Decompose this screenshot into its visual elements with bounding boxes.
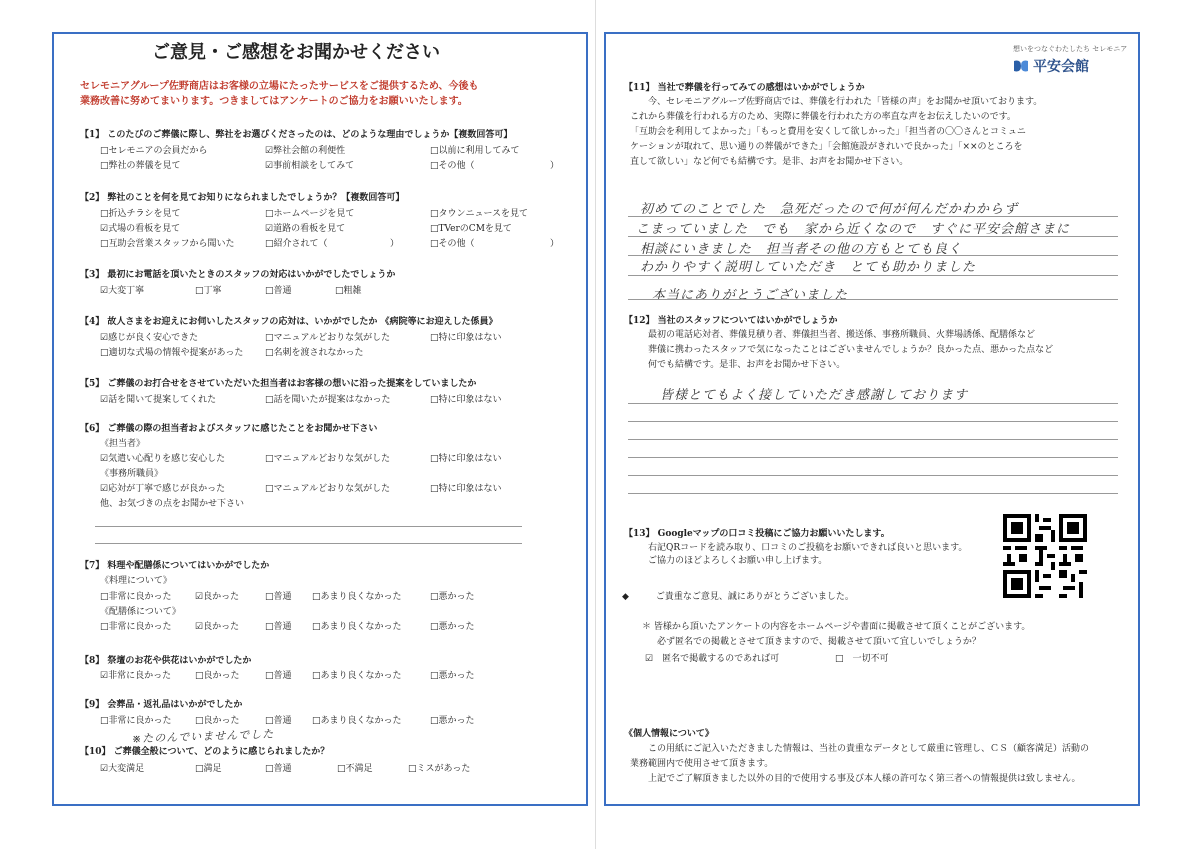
answer-line[interactable] xyxy=(628,255,1118,256)
question-11: 【11】 当社で葬儀を行ってみての感想はいかがでしょうか xyxy=(624,83,865,93)
privacy-title: 《個人情報について》 xyxy=(624,729,714,739)
checkbox-option[interactable]: ☑非常に良かった xyxy=(100,671,172,681)
question-1: 【1】 このたびのご葬儀に際し、弊社をお選びくださったのは、どのような理由でしょうか【複数回答可】 xyxy=(80,130,513,140)
checkbox-option[interactable]: □不満足 xyxy=(337,764,373,774)
checkbox-option[interactable]: □悪かった xyxy=(430,671,475,681)
checkbox-option[interactable]: □特に印象はない xyxy=(430,454,502,464)
checkbox-option[interactable]: □ホームページを見て xyxy=(265,209,355,219)
description-line: 直して欲しい」など何でも結構です。是非、お声をお聞かせ下さい。 xyxy=(630,157,909,167)
checkbox-option[interactable]: ☑良かった xyxy=(195,622,240,632)
handwritten-answer: 皆様とてもよく接していただき感謝しております xyxy=(660,388,969,403)
question-8: 【8】 祭壇のお花や供花はいかがでしたか xyxy=(80,656,252,666)
checkbox-option[interactable]: □その他（ xyxy=(430,161,475,171)
checkbox-option[interactable]: ☑良かった xyxy=(195,592,240,602)
question-2: 【2】 弊社のことを何を見てお知りになられましたでしょうか？【複数回答可】 xyxy=(80,193,405,203)
checkbox-option[interactable]: ☑気遣い心配りを感じ安心した xyxy=(100,454,226,464)
question-10: 【10】 ご葬儀全般について、どのように感じられましたか？ xyxy=(80,747,330,757)
subheading: 《事務所職員》 xyxy=(100,469,164,479)
question-12: 【12】 当社のスタッフについてはいかがでしょうか xyxy=(624,316,838,326)
checkbox-option[interactable]: ☑大変丁寧 xyxy=(100,286,145,296)
answer-line[interactable] xyxy=(628,275,1118,276)
thanks-line: ◆ ご貴重なご意見、誠にありがとうございました。 xyxy=(622,592,854,602)
checkbox-option[interactable]: □その他（ xyxy=(430,239,475,249)
page-fold xyxy=(595,0,596,849)
checkbox-option[interactable]: □あまり良くなかった xyxy=(312,622,402,632)
handwritten-answer-line: 初めてのことでした 急死だったので何が何んだかわからず xyxy=(640,202,1019,217)
answer-line[interactable] xyxy=(628,421,1118,422)
description-line: 右記QRコードを読み取り、口コミのご投稿をお願いできれば良いと思います。 xyxy=(648,543,968,553)
checkbox-option[interactable]: □普通 xyxy=(265,716,292,726)
handwritten-answer-line: 相談にいきました 担当者その他の方もとても良く xyxy=(640,242,963,257)
intro-line-2: 業務改善に努めてまいります。つきましてはアンケートのご協力をお願いいたします。 xyxy=(80,96,468,107)
checkbox-option[interactable]: □ 一切不可 xyxy=(835,654,889,664)
checkbox-option[interactable]: □特に印象はない xyxy=(430,333,502,343)
checkbox-option[interactable]: ☑道路の看板を見て xyxy=(265,224,346,234)
privacy-line: 業務範囲内で使用させて頂きます。 xyxy=(630,759,774,769)
checkbox-option[interactable]: □丁寧 xyxy=(195,286,222,296)
question-7: 【7】 料理や配膳係についてはいかがでしたか xyxy=(80,561,270,571)
checkbox-option[interactable]: □マニュアルどおりな気がした xyxy=(265,484,391,494)
description-line: 今、セレモニアグループ佐野商店では、葬儀を行われた「皆様の声」をお聞かせ頂いております。 xyxy=(648,97,1043,107)
answer-line[interactable] xyxy=(628,493,1118,494)
description-line: 「互助会を利用してよかった」「もっと費用を安くして欲しかった」「担当者の〇〇さんとコミュニ xyxy=(630,127,1026,137)
handwritten-answer-line: こまっていました でも 家から近くなので すぐに平安会館さまに xyxy=(636,222,1071,237)
question-6: 【6】 ご葬儀の際の担当者およびスタッフに感じたことをお聞かせ下さい xyxy=(80,424,378,434)
checkbox-option[interactable]: ☑ 匿名で掲載するのであれば可 xyxy=(645,654,780,664)
checkbox-option[interactable]: □タウンニュースを見て xyxy=(430,209,529,219)
qr-code[interactable] xyxy=(1002,514,1088,598)
description-line: 何でも結構です。是非、お声をお聞かせ下さい。 xyxy=(648,360,846,370)
checkbox-option[interactable]: □以前に利用してみて xyxy=(430,146,520,156)
checkbox-option[interactable]: □普通 xyxy=(265,286,292,296)
answer-line[interactable] xyxy=(628,475,1118,476)
checkbox-option[interactable]: □あまり良くなかった xyxy=(312,716,402,726)
checkbox-option[interactable]: □粗雑 xyxy=(335,286,362,296)
privacy-line: 上記でご了解頂きました以外の目的で使用する事及び本人様の許可なく第三者への情報提供は致しません。 xyxy=(648,774,1081,784)
checkbox-option[interactable]: □マニュアルどおりな気がした xyxy=(265,454,391,464)
publish-notice-2: 必ず匿名での掲載とさせて頂きますので、掲載させて頂いて宜しいでしょうか？ xyxy=(657,637,981,647)
checkbox-option[interactable]: □ミスがあった xyxy=(408,764,471,774)
checkbox-option[interactable]: □あまり良くなかった xyxy=(312,671,402,681)
checkbox-option[interactable]: □特に印象はない xyxy=(430,395,502,405)
question-4: 【4】 故人さまをお迎えにお伺いしたスタッフの応対は、いかがでしたか 《病院等にお迎えした係員》 xyxy=(80,317,498,327)
handwritten-answer-line: わかりやすく説明していただき とても助かりました xyxy=(640,260,977,275)
checkbox-option[interactable]: □悪かった xyxy=(430,716,475,726)
checkbox-option[interactable]: □マニュアルどおりな気がした xyxy=(265,333,391,343)
answer-line[interactable] xyxy=(628,216,1118,217)
answer-line[interactable] xyxy=(628,457,1118,458)
subheading: 《担当者》 xyxy=(100,439,146,449)
subheading: 《料理について》 xyxy=(100,576,172,586)
checkbox-option[interactable]: □紹介されて（ xyxy=(265,239,328,249)
page-title: ご意見・ご感想をお聞かせください xyxy=(152,42,440,63)
checkbox-option[interactable]: □良かった xyxy=(195,716,240,726)
privacy-line: この用紙にご記入いただきました情報は、当社の貴重なデータとして厳重に管理し、ＣＳ（顧客満足）活動の xyxy=(648,744,1090,754)
question-5: 【5】 ご葬儀のお打合せをさせていただいた担当者はお客様の想いに沿った提案をしていましたか xyxy=(80,379,477,389)
checkbox-option[interactable]: ☑応対が丁寧で感じが良かった xyxy=(100,484,226,494)
logo-icon xyxy=(1012,58,1030,72)
checkbox-option[interactable]: ☑事前相談をしてみて xyxy=(265,161,355,171)
checkbox-option[interactable]: □あまり良くなかった xyxy=(312,592,402,602)
answer-line[interactable] xyxy=(628,403,1118,404)
handwritten-note: ※たのんでいませんでした xyxy=(131,727,275,746)
comment-line[interactable] xyxy=(95,543,522,544)
checkbox-option[interactable]: □名刺を渡されなかった xyxy=(265,348,364,358)
checkbox-option[interactable]: □普通 xyxy=(265,592,292,602)
checkbox-option[interactable]: □非常に良かった xyxy=(100,622,172,632)
description-line: これから葬儀を行われる方のため、実際に葬儀を行われた方の率直な声をお伝えしたいのです。 xyxy=(630,112,1016,122)
handwritten-answer-line: 本当にありがとうございました xyxy=(652,288,849,303)
checkbox-option[interactable]: □非常に良かった xyxy=(100,592,172,602)
question-3: 【3】 最初にお電話を頂いたときのスタッフの対応はいかがでしたでしょうか xyxy=(80,270,396,280)
paren-close: ） xyxy=(550,239,560,249)
checkbox-option[interactable]: □特に印象はない xyxy=(430,484,502,494)
checkbox-option[interactable]: ☑式場の看板を見て xyxy=(100,224,181,234)
description-line: 葬儀に携わったスタッフで気になったことはございませんでしょうか？良かった点、悪かった点など xyxy=(648,345,1054,355)
comment-line[interactable] xyxy=(95,526,522,527)
checkbox-option[interactable]: □適切な式場の情報や提案があった xyxy=(100,348,244,358)
checkbox-option[interactable]: ☑感じが良く安心できた xyxy=(100,333,199,343)
checkbox-option[interactable]: □満足 xyxy=(195,764,222,774)
checkbox-option[interactable]: □弊社の葬儀を見て xyxy=(100,161,181,171)
intro-line-1: セレモニアグループ佐野商店はお客様の立場にたったサービスをご提供するため、今後も xyxy=(80,81,479,92)
description-line: ケーションが取れて、思い通りの葬儀ができた」「会館施設がきれいで良かった」「××のところを xyxy=(630,142,1023,152)
description-line: 最初の電話応対者、葬儀見積り者、葬儀担当者、搬送係、事務所職員、火葬場誘係、配膳係など xyxy=(648,330,1036,340)
logo-name: 平安会館 xyxy=(1033,59,1089,75)
question-13: 【13】 Googleマップの口コミ投稿にご協力お願いいたします。 xyxy=(624,529,890,539)
checkbox-option[interactable]: □TVerのCMを見て xyxy=(430,224,512,234)
description-line: ご協力のほどよろしくお願い申し上げます。 xyxy=(648,556,828,566)
comment-prompt: 他、お気づきの点をお聞かせ下さい xyxy=(100,499,245,509)
checkbox-option[interactable]: □良かった xyxy=(195,671,240,681)
checkbox-option[interactable]: ☑弊社会館の利便性 xyxy=(265,146,346,156)
question-9: 【9】 会葬品・返礼品はいかがでしたか xyxy=(80,700,243,710)
checkbox-option[interactable]: □互助会営業スタッフから聞いた xyxy=(100,239,235,249)
checkbox-option[interactable]: □普通 xyxy=(265,622,292,632)
answer-line[interactable] xyxy=(628,299,1118,300)
checkbox-option[interactable]: □折込チラシを見て xyxy=(100,209,181,219)
checkbox-option[interactable]: ☑話を聞いて提案してくれた xyxy=(100,395,217,405)
answer-line[interactable] xyxy=(628,236,1118,237)
subheading: 《配膳係について》 xyxy=(100,607,181,617)
paren-close: ） xyxy=(390,239,400,249)
checkbox-option[interactable]: □話を聞いたが提案はなかった xyxy=(265,395,391,405)
checkbox-option[interactable]: □非常に良かった xyxy=(100,716,172,726)
checkbox-option[interactable]: □悪かった xyxy=(430,622,475,632)
publish-notice-1: ＊ 皆様から頂いたアンケートの内容をホームページや書面に掲載させて頂くことがございます。 xyxy=(642,622,1031,632)
answer-line[interactable] xyxy=(628,439,1118,440)
checkbox-option[interactable]: □普通 xyxy=(265,671,292,681)
checkbox-option[interactable]: □普通 xyxy=(265,764,292,774)
checkbox-option[interactable]: □セレモニアの会員だから xyxy=(100,146,208,156)
paren-close: ） xyxy=(550,161,560,171)
checkbox-option[interactable]: □悪かった xyxy=(430,592,475,602)
checkbox-option[interactable]: ☑大変満足 xyxy=(100,764,145,774)
logo-tagline: 想いをつなぐわたしたち セレモニア xyxy=(1013,45,1128,53)
